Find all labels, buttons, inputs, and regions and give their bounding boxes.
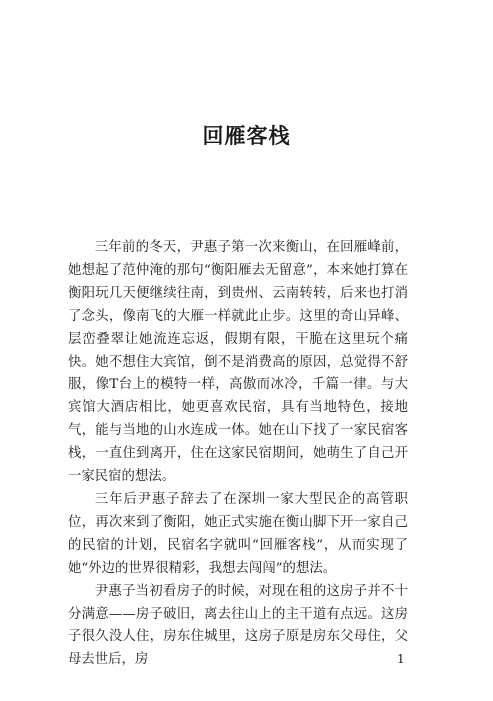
page-number: 1 (397, 652, 405, 666)
paragraph: 三年后尹惠子辞去了在深圳一家大型民企的高管职位，再次来到了衡阳，她正式实施在衡山脚下开一家自己的民宿的计划，民宿名字就叫“回雁客栈”，从而实现了她“外边的世界很精彩，我想去闯闯”的想法。 (68, 491, 408, 576)
chapter-title: 回雁客栈 (202, 123, 291, 148)
paragraph: 三年前的冬天，尹惠子第一次来衡山，在回雁峰前，她想起了范仲淹的那句“衡阳雁去无留意”，本来她打算在衡阳玩几天便继续往南，到贵州、云南转转，后来也打消了念头，像南飞的大雁一样就此止步。这里的奇山异峰、层峦叠翠让她流连忘返，假期有限，干脆在这里玩个痛快。她不想住大宾馆，倒不是消费高的原因，总觉得不舒服，像T台上的模特一样，高傲而冰冷，千篇一律。与大宾馆大酒店相比，她更喜欢民宿，具有当地特色，接地气，能与当地的山水连成一体。她在山下找了一家民宿客栈，一直住到离开，住在这家民宿期间，她萌生了自己开一家民宿的想法。 (68, 240, 408, 485)
paragraph: 尹惠子当初看房子的时候，对现在租的这房子并不十分满意——房子破旧，离去往山上的主干道有点远。这房子很久没人住，房东住城里，这房子原是房东父母住，父母去世后，房 (68, 583, 408, 668)
body-text (68, 237, 408, 672)
